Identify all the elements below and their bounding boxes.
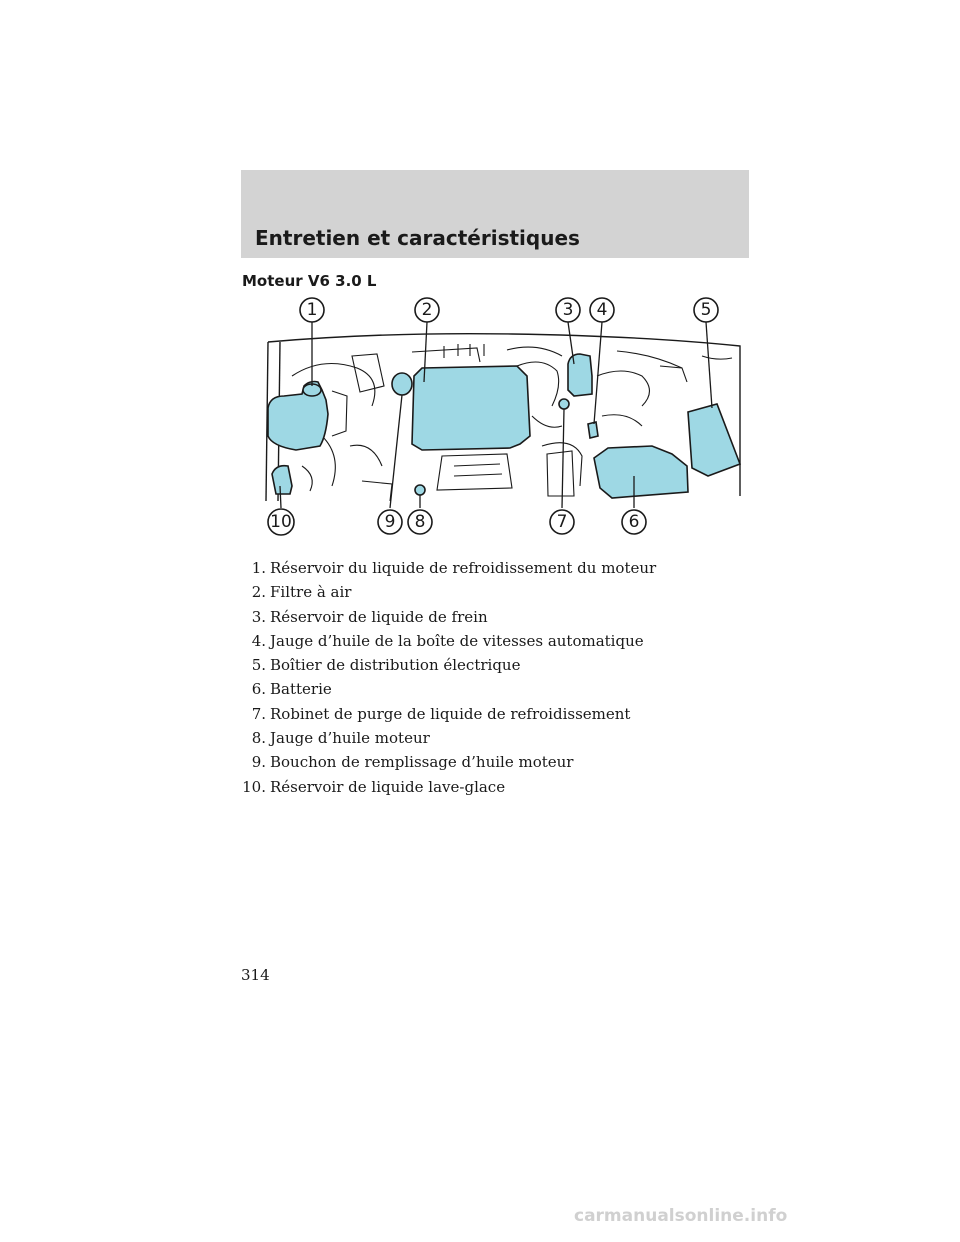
engine-compartment-illustration — [262, 296, 752, 544]
power-distribution-box — [688, 404, 740, 476]
svg-text:4: 4 — [596, 300, 608, 320]
svg-text:8: 8 — [414, 512, 426, 532]
callout-8 — [408, 510, 432, 534]
legend-item: 1. Réservoir du liquide de refroidissement du moteur — [251, 559, 657, 577]
air-filter — [412, 366, 530, 450]
engine-subtitle: Moteur V6 3.0 L — [242, 272, 377, 290]
legend-item: 8. Jauge d’huile moteur — [251, 729, 430, 748]
coolant-drain-valve — [559, 399, 569, 409]
svg-text:2: 2 — [421, 300, 433, 320]
page-number: 314 — [241, 966, 270, 984]
legend-item: 7. Robinet de purge de liquide de refroidissement — [251, 704, 631, 723]
highlighted-parts — [268, 354, 740, 498]
callout-1 — [300, 298, 324, 322]
washer-fluid-reservoir — [272, 466, 292, 494]
engine-oil-dipstick — [415, 485, 425, 495]
callout-3 — [556, 298, 580, 322]
callout-7 — [550, 510, 574, 534]
watermark: carmanualsonline.info — [574, 1206, 788, 1226]
svg-text:5: 5 — [700, 300, 712, 320]
callout-5 — [694, 298, 718, 322]
svg-text:10: 10 — [270, 512, 292, 532]
svg-text:1: 1 — [306, 300, 318, 320]
engine-diagram — [262, 296, 752, 544]
svg-text:6: 6 — [628, 512, 640, 532]
svg-text:3: 3 — [562, 300, 574, 320]
oil-filler-cap — [392, 373, 412, 395]
legend-item: 2. Filtre à air — [251, 583, 352, 602]
callout-9 — [378, 510, 402, 534]
legend-item: 4. Jauge d’huile de la boîte de vitesses automatique — [251, 631, 644, 650]
parts-legend — [240, 556, 656, 799]
legend-item: 6. Batterie — [251, 680, 332, 699]
callout-6 — [622, 510, 646, 534]
callout-2 — [415, 298, 439, 322]
legend-item: 9. Bouchon de remplissage d’huile moteur — [251, 753, 574, 772]
legend-item: 3. Réservoir de liquide de frein — [251, 607, 488, 626]
svg-text:9: 9 — [384, 512, 396, 532]
battery — [594, 446, 688, 498]
callout-4 — [590, 298, 614, 322]
section-header — [241, 170, 749, 258]
legend-item: 5. Boîtier de distribution électrique — [251, 656, 521, 675]
transmission-dipstick — [588, 422, 598, 438]
svg-text:7: 7 — [556, 512, 568, 532]
section-title: Entretien et caractéristiques — [255, 226, 580, 250]
callout-10 — [268, 509, 294, 535]
legend-item: 10. Réservoir de liquide lave-glace — [242, 777, 506, 796]
brake-fluid-reservoir — [568, 354, 592, 396]
